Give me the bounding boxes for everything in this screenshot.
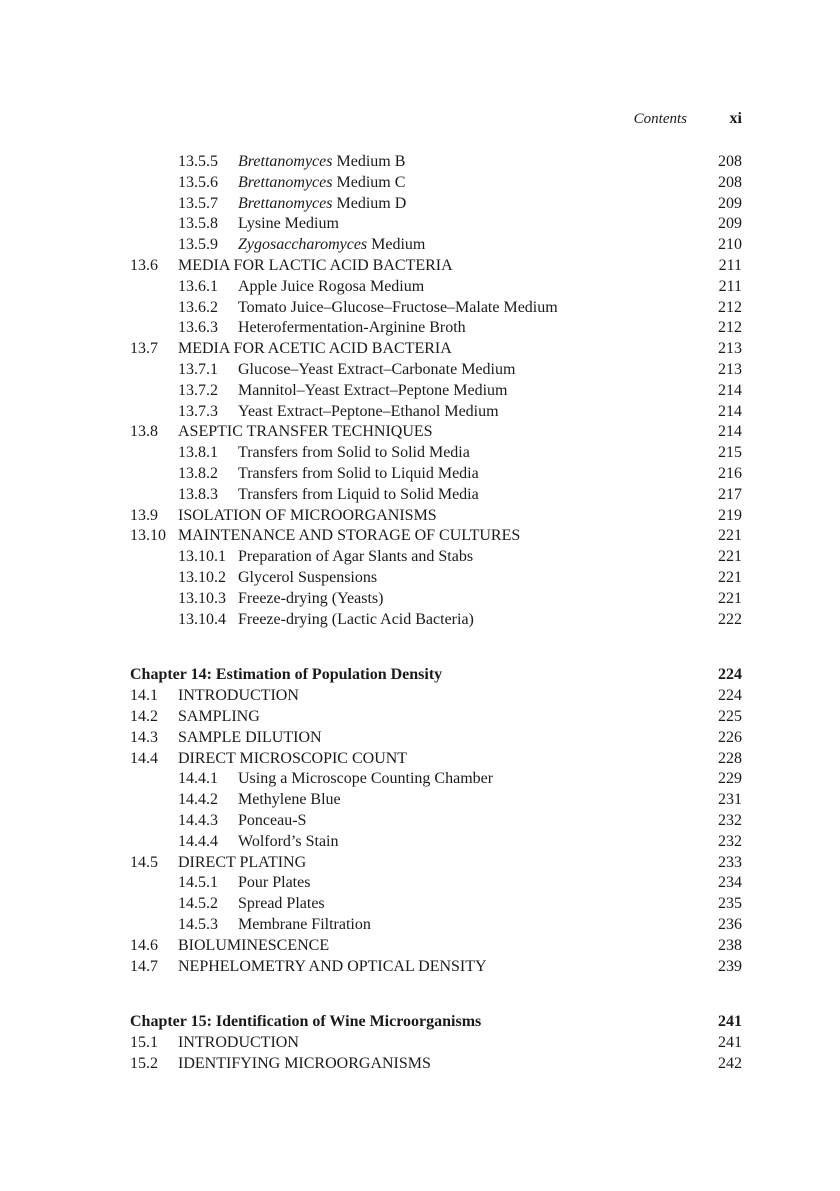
toc-entry — [0, 728, 840, 748]
toc-entry-title: MAINTENANCE AND STORAGE OF CULTURES — [178, 527, 521, 544]
toc-entry — [0, 277, 840, 297]
toc-entry-page: 239 — [718, 958, 742, 975]
toc-entry — [0, 235, 840, 255]
toc-entry-title: Brettanomyces Medium D — [238, 195, 407, 212]
toc-entry-page: 217 — [718, 486, 742, 503]
toc-entry-title: Pour Plates — [238, 874, 311, 891]
toc-entry-number: 13.7 — [130, 340, 158, 357]
toc-entry-page: 232 — [718, 833, 742, 850]
toc-entry-page: 238 — [718, 937, 742, 954]
toc-entry-page: 235 — [718, 895, 742, 912]
toc-entry-title: Freeze-drying (Lactic Acid Bacteria) — [238, 611, 474, 628]
toc-entry-number: 14.4.4 — [178, 833, 218, 850]
toc-entry-number: 13.5.5 — [178, 153, 218, 170]
toc-entry-page: 234 — [718, 874, 742, 891]
toc-entry — [0, 894, 840, 914]
toc-entry-title: DIRECT MICROSCOPIC COUNT — [178, 750, 408, 767]
toc-entry-title: Methylene Blue — [238, 791, 341, 808]
toc-entry-title: Zygosaccharomyces Medium — [238, 236, 426, 253]
toc-entry-number: 14.4.3 — [178, 812, 218, 829]
toc-entry-title: Transfers from Solid to Liquid Media — [238, 465, 479, 482]
toc-entry-page: 221 — [718, 527, 742, 544]
toc-entry-title: SAMPLING — [178, 708, 260, 725]
toc-entry-number: 13.8.1 — [178, 444, 218, 461]
toc-entry-number: 13.5.8 — [178, 215, 218, 232]
toc-entry-page: 219 — [718, 507, 742, 524]
toc-entry — [0, 589, 840, 609]
toc-entry-number: 13.7.2 — [178, 382, 218, 399]
toc-entry-title: MEDIA FOR ACETIC ACID BACTERIA — [178, 340, 452, 357]
toc-entry — [0, 707, 840, 727]
toc-entry — [0, 214, 840, 234]
toc-entry-page: 228 — [718, 750, 742, 767]
toc-entry — [0, 568, 840, 588]
toc-entry-number: 13.6.2 — [178, 299, 218, 316]
toc-entry-page: 225 — [718, 708, 742, 725]
toc-entry-number: 13.5.9 — [178, 236, 218, 253]
toc-entry-page: 221 — [718, 590, 742, 607]
toc-entry-page: 212 — [718, 299, 742, 316]
toc-entry — [0, 1054, 840, 1074]
toc-entry-number: 14.4.2 — [178, 791, 218, 808]
toc-entry-number: 13.9 — [130, 507, 158, 524]
toc-entry — [0, 173, 840, 193]
toc-entry-title: Preparation of Agar Slants and Stabs — [238, 548, 474, 565]
toc-entry-number: 15.2 — [130, 1055, 158, 1072]
toc-entry-page: 241 — [718, 1034, 742, 1051]
toc-entry-number: 14.1 — [130, 687, 158, 704]
toc-entry-number: 14.6 — [130, 937, 158, 954]
toc-entry — [0, 485, 840, 505]
toc-entry-page: 231 — [718, 791, 742, 808]
toc-entry — [0, 769, 840, 789]
toc-entry-number: 13.5.6 — [178, 174, 218, 191]
toc-entry-number: 13.7.1 — [178, 361, 218, 378]
toc-entry-page: 226 — [718, 729, 742, 746]
toc-entry-number: 14.4 — [130, 750, 158, 767]
toc-entry — [0, 749, 840, 769]
toc-entry-number: 13.8 — [130, 423, 158, 440]
toc-entry-number: 13.8.2 — [178, 465, 218, 482]
toc-entry-title: Chapter 15: Identification of Wine Microorganisms — [130, 1013, 482, 1030]
toc-entry-title: INTRODUCTION — [178, 687, 299, 704]
toc-entry — [0, 443, 840, 463]
toc-entry-page: 233 — [718, 854, 742, 871]
toc-entry-number: 13.8.3 — [178, 486, 218, 503]
toc-entry-title: Membrane Filtration — [238, 916, 371, 933]
toc-entry-title: IDENTIFYING MICROORGANISMS — [178, 1055, 431, 1072]
toc-entry — [0, 381, 840, 401]
toc-entry-number: 14.7 — [130, 958, 158, 975]
toc-entry — [0, 464, 840, 484]
toc-entry — [0, 853, 840, 873]
toc-entry-number: 13.10.1 — [178, 548, 226, 565]
toc-entry — [0, 915, 840, 935]
toc-entry-title: BIOLUMINESCENCE — [178, 937, 330, 954]
toc-entry-page: 212 — [718, 319, 742, 336]
toc-entry — [0, 402, 840, 422]
toc-entry — [0, 547, 840, 567]
toc-entry-title: SAMPLE DILUTION — [178, 729, 322, 746]
toc-entry-title: ISOLATION OF MICROORGANISMS — [178, 507, 437, 524]
toc-entry-page: 229 — [718, 770, 742, 787]
toc-entry-title: Ponceau-S — [238, 812, 307, 829]
toc-entry — [0, 610, 840, 630]
toc-chapter-entry — [0, 1012, 840, 1032]
toc-entry-number: 14.5.2 — [178, 895, 218, 912]
toc-entry-title: Spread Plates — [238, 895, 325, 912]
toc-entry — [0, 936, 840, 956]
toc-entry-page: 214 — [718, 382, 742, 399]
toc-entry-page: 209 — [718, 195, 742, 212]
toc-entry-number: 14.3 — [130, 729, 158, 746]
toc-entry-title: Apple Juice Rogosa Medium — [238, 278, 425, 295]
toc-entry-page: 213 — [718, 340, 742, 357]
toc-entry-number: 13.10 — [130, 527, 166, 544]
toc-entry — [0, 360, 840, 380]
toc-entry — [0, 790, 840, 810]
toc-entry-number: 14.2 — [130, 708, 158, 725]
toc-entry-page: 215 — [718, 444, 742, 461]
toc-entry-title: ASEPTIC TRANSFER TECHNIQUES — [178, 423, 433, 440]
toc-entry-page: 221 — [718, 548, 742, 565]
toc-entry-title: Transfers from Liquid to Solid Media — [238, 486, 479, 503]
toc-entry — [0, 298, 840, 318]
toc-entry-title: Yeast Extract–Peptone–Ethanol Medium — [238, 403, 499, 420]
toc-entry-number: 14.5 — [130, 854, 158, 871]
toc-entry-page: 213 — [718, 361, 742, 378]
header-title: Contents — [633, 111, 687, 127]
toc-entry-title: MEDIA FOR LACTIC ACID BACTERIA — [178, 257, 453, 274]
toc-entry — [0, 422, 840, 442]
toc-entry-page: 242 — [718, 1055, 742, 1072]
toc-entry-title: Using a Microscope Counting Chamber — [238, 770, 494, 787]
toc-entry-number: 14.5.1 — [178, 874, 218, 891]
toc-entry-number: 13.6 — [130, 257, 158, 274]
toc-entry — [0, 318, 840, 338]
toc-entry-page: 224 — [718, 687, 742, 704]
toc-entry-number: 13.6.3 — [178, 319, 218, 336]
toc-entry-page: 214 — [718, 423, 742, 440]
toc-entry-page: 222 — [718, 611, 742, 628]
toc-entry-number: 13.10.4 — [178, 611, 226, 628]
toc-entry — [0, 811, 840, 831]
running-header — [0, 111, 840, 131]
toc-entry-title: Heterofermentation-Arginine Broth — [238, 319, 466, 336]
toc-entry — [0, 152, 840, 172]
toc-entry-page: 208 — [718, 174, 742, 191]
toc-entry-page: 208 — [718, 153, 742, 170]
toc-entry-number: 13.7.3 — [178, 403, 218, 420]
toc-entry — [0, 1033, 840, 1053]
toc-entry-number: 13.10.2 — [178, 569, 226, 586]
toc-entry-title: Mannitol–Yeast Extract–Peptone Medium — [238, 382, 508, 399]
toc-entry — [0, 256, 840, 276]
toc-entry-title: NEPHELOMETRY AND OPTICAL DENSITY — [178, 958, 487, 975]
toc-entry-number: 13.5.7 — [178, 195, 218, 212]
toc-entry-title: Chapter 14: Estimation of Population Density — [130, 666, 443, 683]
toc-entry-title: INTRODUCTION — [178, 1034, 299, 1051]
toc-entry-title: Glycerol Suspensions — [238, 569, 378, 586]
toc-entry-title: Lysine Medium — [238, 215, 339, 232]
toc-entry-title: Brettanomyces Medium C — [238, 174, 406, 191]
toc-entry-page: 210 — [718, 236, 742, 253]
toc-entry-number: 13.10.3 — [178, 590, 226, 607]
toc-entry-number: 15.1 — [130, 1034, 158, 1051]
toc-entry-number: 13.6.1 — [178, 278, 218, 295]
toc-entry — [0, 526, 840, 546]
toc-entry — [0, 873, 840, 893]
toc-entry — [0, 339, 840, 359]
toc-entry-page: 211 — [718, 257, 742, 274]
toc-entry — [0, 686, 840, 706]
toc-entry-number: 14.5.3 — [178, 916, 218, 933]
toc-entry-page: 232 — [718, 812, 742, 829]
toc-entry-title: Wolford’s Stain — [238, 833, 339, 850]
toc-entry-page: 236 — [718, 916, 742, 933]
header-page-number: xi — [729, 110, 742, 127]
toc-entry-page: 216 — [718, 465, 742, 482]
toc-entry-title: Tomato Juice–Glucose–Fructose–Malate Medium — [238, 299, 558, 316]
toc-chapter-entry — [0, 665, 840, 685]
toc-entry-title: Brettanomyces Medium B — [238, 153, 406, 170]
toc-entry-title: DIRECT PLATING — [178, 854, 307, 871]
toc-entry-page: 221 — [718, 569, 742, 586]
toc-entry-title: Freeze-drying (Yeasts) — [238, 590, 384, 607]
toc-entry-page: 241 — [718, 1013, 742, 1030]
toc-entry — [0, 957, 840, 977]
toc-entry-number: 14.4.1 — [178, 770, 218, 787]
toc-entry-page: 224 — [718, 666, 742, 683]
toc-entry-page: 214 — [718, 403, 742, 420]
toc-entry-title: Transfers from Solid to Solid Media — [238, 444, 470, 461]
toc-entry — [0, 506, 840, 526]
toc-entry-title: Glucose–Yeast Extract–Carbonate Medium — [238, 361, 516, 378]
toc-entry — [0, 832, 840, 852]
toc-entry-page: 209 — [718, 215, 742, 232]
toc-entry-page: 211 — [718, 278, 742, 295]
toc-entry — [0, 194, 840, 214]
